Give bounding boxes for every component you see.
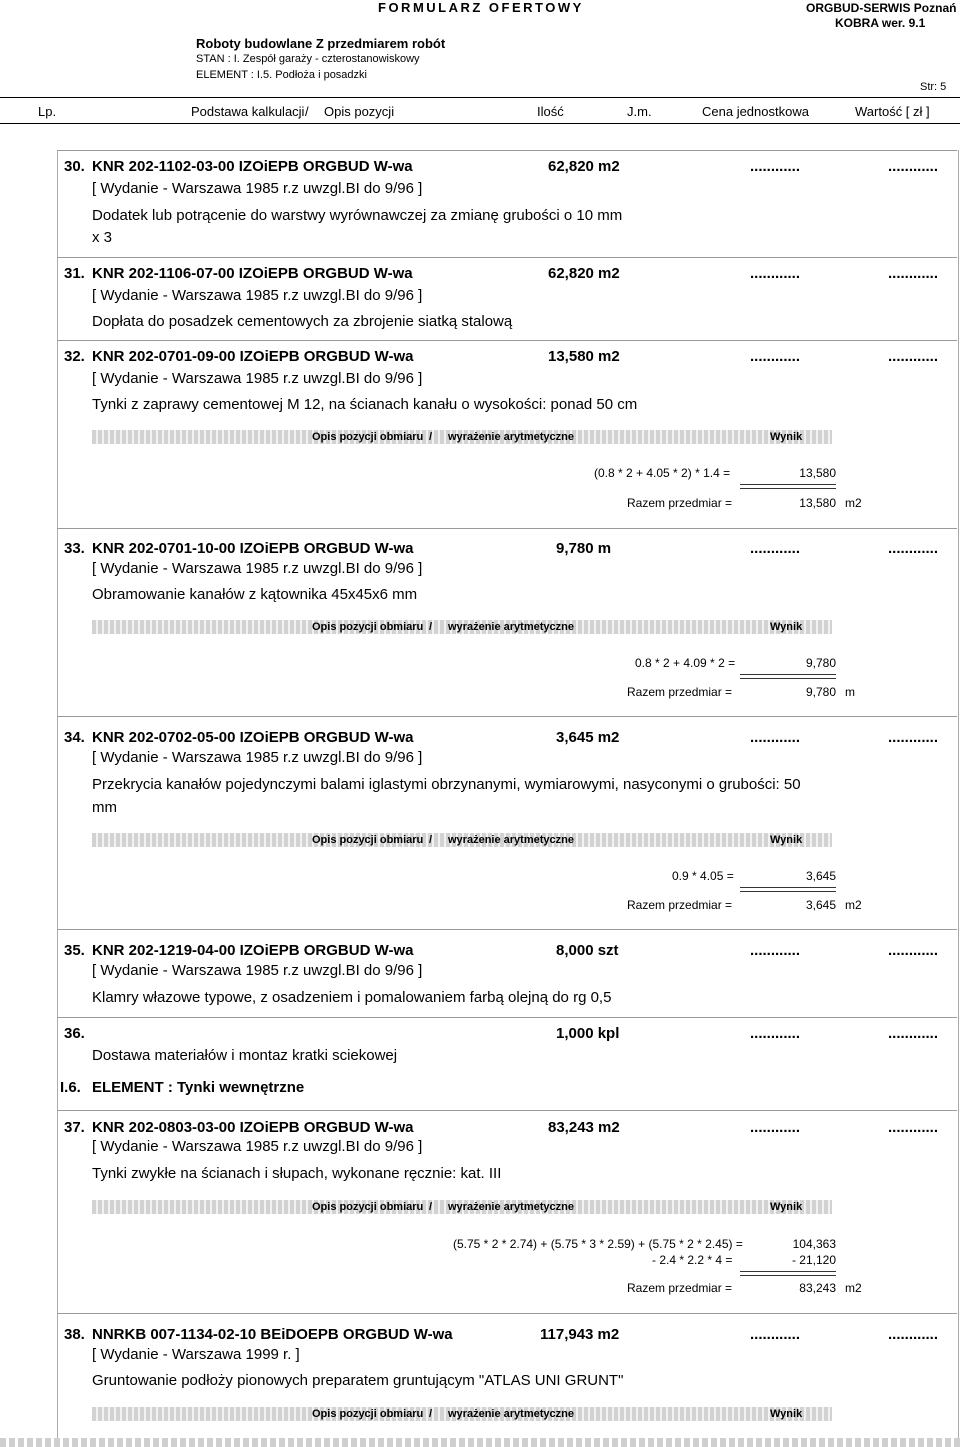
item-number: 33. xyxy=(64,540,85,557)
value-dots: ............ xyxy=(888,158,939,175)
item-separator xyxy=(57,1017,957,1018)
measurement-expression: (0.8 * 2 + 4.05 * 2) * 1.4 = xyxy=(594,466,731,480)
item-quantity: 1,000 kpl xyxy=(556,1025,620,1042)
measurement-result: 104,363 xyxy=(792,1237,836,1251)
measurement-slash: / xyxy=(429,1201,433,1213)
item-quantity: 62,820 m2 xyxy=(548,158,620,175)
value-dots: ............ xyxy=(888,1119,939,1136)
item-separator xyxy=(57,1313,957,1314)
measurement-result-header: Wynik xyxy=(770,834,803,846)
measurement-result: - 21,120 xyxy=(791,1253,836,1267)
col-unit: J.m. xyxy=(627,104,652,119)
razem-label: Razem przedmiar = xyxy=(627,685,733,699)
item-quantity: 3,645 m2 xyxy=(556,729,620,746)
razem-label: Razem przedmiar = xyxy=(627,898,733,912)
project-title: Roboty budowlane Z przedmiarem robót xyxy=(196,36,446,51)
razem-total: 83,243 xyxy=(799,1281,836,1295)
item-separator xyxy=(57,716,957,717)
header-rule-top xyxy=(0,97,960,98)
col-qty: Ilość xyxy=(537,104,564,119)
sum-double-line xyxy=(740,887,836,892)
item-reference: [ Wydanie - Warszawa 1985 r.z uwzgl.BI do 9/96 ] xyxy=(92,180,423,197)
measurement-slash: / xyxy=(429,431,433,443)
item-quantity: 8,000 szt xyxy=(556,942,619,959)
measurement-expression-header: wyrażenie arytmetyczne xyxy=(448,621,574,633)
item-description-cont: mm xyxy=(92,799,117,816)
unit-price-dots: ............ xyxy=(750,1119,801,1136)
measurement-result-header: Wynik xyxy=(770,621,803,633)
unit-price-dots: ............ xyxy=(750,265,801,282)
measurement-expression: 0.8 * 2 + 4.09 * 2 = xyxy=(635,656,736,670)
item-description: Dostawa materiałów i montaz kratki sciekowej xyxy=(92,1047,398,1064)
sum-double-line xyxy=(740,674,836,679)
item-description: Tynki zwykłe na ścianach i słupach, wykonane ręcznie: kat. III xyxy=(92,1165,502,1182)
item-reference: [ Wydanie - Warszawa 1985 r.z uwzgl.BI do 9/96 ] xyxy=(92,370,423,387)
item-number: 30. xyxy=(64,158,85,175)
page-bottom-pattern xyxy=(0,1438,960,1447)
unit-price-dots: ............ xyxy=(750,348,801,365)
item-reference: [ Wydanie - Warszawa 1985 r.z uwzgl.BI do 9/96 ] xyxy=(92,287,423,304)
value-dots: ............ xyxy=(888,540,939,557)
value-dots: ............ xyxy=(888,265,939,282)
item-code: KNR 202-1106-07-00 IZOiEPB ORGBUD W-wa xyxy=(92,265,413,282)
item-description: Gruntowanie podłoży pionowych preparatem gruntującym "ATLAS UNI GRUNT" xyxy=(92,1372,624,1389)
item-description: Dopłata do posadzek cementowych za zbrojenie siatką stalową xyxy=(92,313,513,330)
unit-price-dots: ............ xyxy=(750,158,801,175)
measurement-expression: 0.9 * 4.05 = xyxy=(672,869,734,883)
measurement-result: 9,780 xyxy=(805,656,836,670)
item-code: KNR 202-1102-03-00 IZOiEPB ORGBUD W-wa xyxy=(92,158,413,175)
item-number: 32. xyxy=(64,348,85,365)
measurement-desc-header: Opis pozycji obmiaru xyxy=(312,1201,424,1213)
measurement-slash: / xyxy=(429,621,433,633)
item-number: 38. xyxy=(64,1326,85,1343)
measurement-desc-header: Opis pozycji obmiaru xyxy=(312,431,424,443)
value-dots: ............ xyxy=(888,729,939,746)
item-number: 37. xyxy=(64,1119,85,1136)
item-description: Dodatek lub potrącenie do warstwy wyrównawczej za zmianę grubości o 10 mm xyxy=(92,207,623,224)
item-quantity: 83,243 m2 xyxy=(548,1119,620,1136)
razem-total: 9,780 xyxy=(805,685,836,699)
item-separator xyxy=(57,150,957,151)
measurement-expression-header: wyrażenie arytmetyczne xyxy=(448,431,574,443)
item-reference: [ Wydanie - Warszawa 1999 r. ] xyxy=(92,1346,300,1363)
item-description-cont: x 3 xyxy=(92,229,113,246)
measurement-result-header: Wynik xyxy=(770,431,803,443)
sum-double-line xyxy=(740,1271,836,1276)
item-number: 31. xyxy=(64,265,85,282)
measurement-expression: (5.75 * 2 * 2.74) + (5.75 * 3 * 2.59) + (5.75 * 2 * 2.45) = xyxy=(453,1237,743,1251)
measurement-result: 13,580 xyxy=(799,466,836,480)
measurement-expression: - 2.4 * 2.2 * 4 = xyxy=(652,1253,733,1267)
measurement-result: 3,645 xyxy=(805,869,836,883)
item-reference: [ Wydanie - Warszawa 1985 r.z uwzgl.BI do 9/96 ] xyxy=(92,560,423,577)
item-separator xyxy=(57,528,957,529)
item-reference: [ Wydanie - Warszawa 1985 r.z uwzgl.BI do 9/96 ] xyxy=(92,1138,423,1155)
element-label: ELEMENT : I.5. Podłoża i posadzki xyxy=(196,69,367,81)
item-separator xyxy=(57,340,957,341)
item-description: Obramowanie kanałów z kątownika 45x45x6 mm xyxy=(92,586,418,603)
measurement-desc-header: Opis pozycji obmiaru xyxy=(312,621,424,633)
item-number: 36. xyxy=(64,1025,85,1042)
value-dots: ............ xyxy=(888,1025,939,1042)
razem-total: 13,580 xyxy=(799,496,836,510)
unit-price-dots: ............ xyxy=(750,1025,801,1042)
measurement-slash: / xyxy=(429,1408,433,1420)
item-quantity: 62,820 m2 xyxy=(548,265,620,282)
form-title: FORMULARZ OFERTOWY xyxy=(378,0,584,15)
measurement-desc-header: Opis pozycji obmiaru xyxy=(312,834,424,846)
item-quantity: 9,780 m xyxy=(556,540,612,557)
item-code: KNR 202-0701-10-00 IZOiEPB ORGBUD W-wa xyxy=(92,540,414,557)
item-description: Przekrycia kanałów pojedynczymi balami iglastymi obrzynanymi, wymiarowymi, nasyconymi o grubości: 50 xyxy=(92,776,801,793)
col-basis: Podstawa kalkulacji xyxy=(191,104,305,119)
measurement-result-header: Wynik xyxy=(770,1408,803,1420)
value-dots: ............ xyxy=(888,348,939,365)
col-desc: Opis pozycji xyxy=(324,104,395,119)
unit-price-dots: ............ xyxy=(750,1326,801,1343)
element-number: I.6. xyxy=(60,1079,81,1096)
item-code: KNR 202-0803-03-00 IZOiEPB ORGBUD W-wa xyxy=(92,1119,414,1136)
item-separator xyxy=(57,929,957,930)
item-code: KNR 202-0702-05-00 IZOiEPB ORGBUD W-wa xyxy=(92,729,414,746)
razem-label: Razem przedmiar = xyxy=(627,496,733,510)
unit-price-dots: ............ xyxy=(750,729,801,746)
item-reference: [ Wydanie - Warszawa 1985 r.z uwzgl.BI do 9/96 ] xyxy=(92,962,423,979)
unit-price-dots: ............ xyxy=(750,540,801,557)
page-number: Str: 5 xyxy=(920,81,947,93)
value-dots: ............ xyxy=(888,1326,939,1343)
item-reference: [ Wydanie - Warszawa 1985 r.z uwzgl.BI do 9/96 ] xyxy=(92,749,423,766)
item-description: Klamry włazowe typowe, z osadzeniem i pomalowaniem farbą olejną do rg 0,5 xyxy=(92,989,612,1006)
razem-unit: m2 xyxy=(845,1281,862,1295)
measurement-expression-header: wyrażenie arytmetyczne xyxy=(448,834,574,846)
item-number: 34. xyxy=(64,729,85,746)
razem-label: Razem przedmiar = xyxy=(627,1281,733,1295)
unit-price-dots: ............ xyxy=(750,942,801,959)
measurement-slash: / xyxy=(429,834,433,846)
col-value: Wartość [ zł ] xyxy=(855,104,930,119)
item-number: 35. xyxy=(64,942,85,959)
header-rule-bottom xyxy=(0,123,960,124)
col-lp: Lp. xyxy=(38,104,57,119)
sum-double-line xyxy=(740,484,836,489)
measurement-expression-header: wyrażenie arytmetyczne xyxy=(448,1408,574,1420)
stan-label: STAN : I. Zespół garaży - czterostanowiskowy xyxy=(196,53,420,65)
item-description: Tynki z zaprawy cementowej M 12, na ścianach kanału o wysokości: ponad 50 cm xyxy=(92,396,638,413)
item-code: NNRKB 007-1134-02-10 BEiDOEPB ORGBUD W-wa xyxy=(92,1326,453,1343)
program-version: KOBRA wer. 9.1 xyxy=(835,16,926,30)
razem-unit: m2 xyxy=(845,898,862,912)
value-dots: ............ xyxy=(888,942,939,959)
razem-unit: m xyxy=(845,685,855,699)
item-separator xyxy=(57,257,957,258)
item-quantity: 13,580 m2 xyxy=(548,348,620,365)
measurement-result-header: Wynik xyxy=(770,1201,803,1213)
col-price: Cena jednostkowa xyxy=(702,104,809,119)
element-title: ELEMENT : Tynki wewnętrzne xyxy=(92,1079,305,1096)
item-code: KNR 202-0701-09-00 IZOiEPB ORGBUD W-wa xyxy=(92,348,414,365)
item-code: KNR 202-1219-04-00 IZOiEPB ORGBUD W-wa xyxy=(92,942,414,959)
measurement-desc-header: Opis pozycji obmiaru xyxy=(312,1408,424,1420)
item-quantity: 117,943 m2 xyxy=(540,1326,620,1343)
razem-total: 3,645 xyxy=(805,898,836,912)
razem-unit: m2 xyxy=(845,496,862,510)
item-separator xyxy=(57,1110,957,1111)
company-name: ORGBUD-SERWIS Poznań xyxy=(806,1,957,15)
measurement-expression-header: wyrażenie arytmetyczne xyxy=(448,1201,574,1213)
col-slash: / xyxy=(305,104,309,119)
